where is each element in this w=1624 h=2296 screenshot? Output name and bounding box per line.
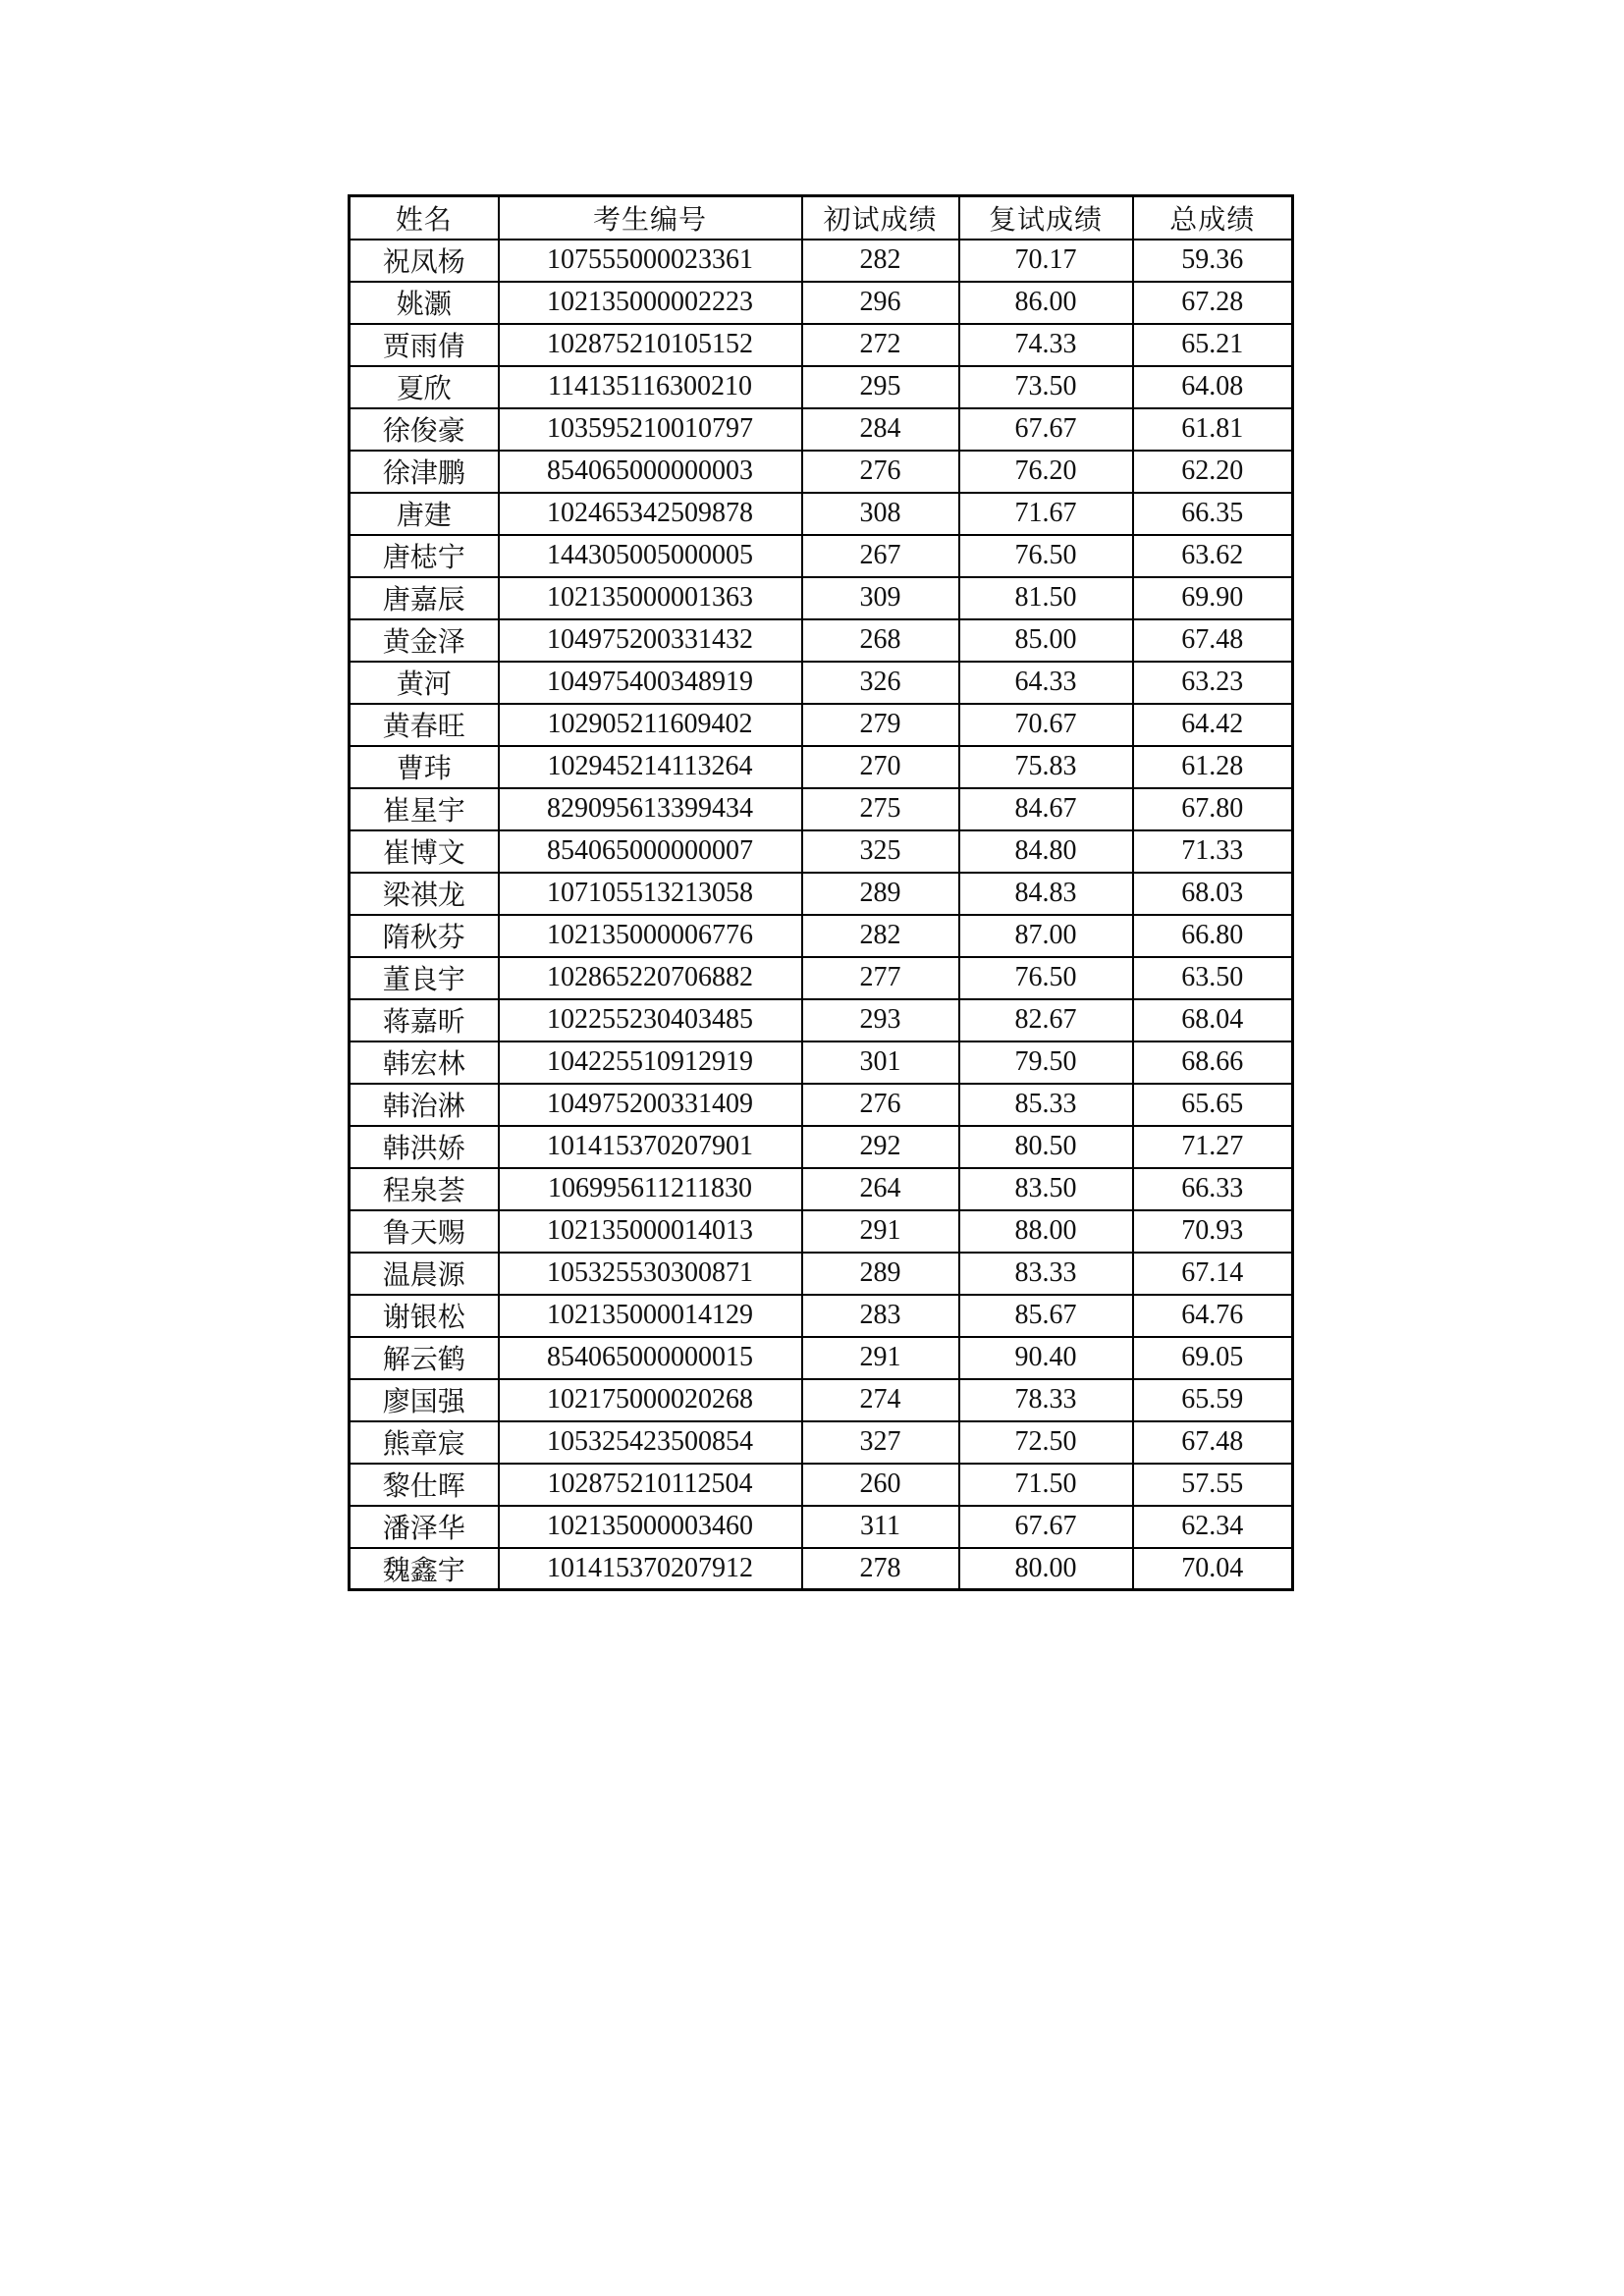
- name-cell: 夏欣: [350, 366, 499, 408]
- total-score-cell: 67.28: [1133, 282, 1293, 324]
- table-row: [350, 1084, 1293, 1126]
- candidate-id-cell: 854065000000007: [499, 830, 802, 873]
- total-score-cell: 62.20: [1133, 451, 1293, 493]
- name-cell: 黎仕晖: [350, 1464, 499, 1506]
- name-cell: 徐津鹏: [350, 451, 499, 493]
- initial-score-cell: 279: [802, 704, 959, 746]
- retest-score-cell: 87.00: [959, 915, 1133, 957]
- name-cell: 隋秋芬: [350, 915, 499, 957]
- candidate-id-cell: 107555000023361: [499, 240, 802, 282]
- candidate-id-cell: 104225510912919: [499, 1041, 802, 1084]
- name-cell: 董良宇: [350, 957, 499, 999]
- initial-score-cell: 327: [802, 1421, 959, 1464]
- candidate-id-cell: 104975400348919: [499, 662, 802, 704]
- retest-score-cell: 76.50: [959, 957, 1133, 999]
- initial-score-cell: 291: [802, 1210, 959, 1253]
- table-row: [350, 619, 1293, 662]
- candidate-id-cell: 104975200331409: [499, 1084, 802, 1126]
- table-row: [350, 915, 1293, 957]
- total-score-cell: 67.14: [1133, 1253, 1293, 1295]
- retest-score-cell: 85.33: [959, 1084, 1133, 1126]
- candidate-id-cell: 854065000000015: [499, 1337, 802, 1379]
- total-score-cell: 66.33: [1133, 1168, 1293, 1210]
- table-row: [350, 873, 1293, 915]
- total-score-cell: 66.35: [1133, 493, 1293, 535]
- initial-score-cell: 291: [802, 1337, 959, 1379]
- retest-score-cell: 73.50: [959, 366, 1133, 408]
- total-score-cell: 71.27: [1133, 1126, 1293, 1168]
- name-cell: 贾雨倩: [350, 324, 499, 366]
- retest-score-cell: 78.33: [959, 1379, 1133, 1421]
- initial-score-cell: 293: [802, 999, 959, 1041]
- total-score-cell: 70.93: [1133, 1210, 1293, 1253]
- total-score-cell: 66.80: [1133, 915, 1293, 957]
- name-cell: 姚灏: [350, 282, 499, 324]
- retest-score-cell: 71.67: [959, 493, 1133, 535]
- table-row: [350, 1337, 1293, 1379]
- column-header-candidate-id: 考生编号: [499, 196, 802, 240]
- retest-score-cell: 81.50: [959, 577, 1133, 619]
- name-cell: 温晨源: [350, 1253, 499, 1295]
- candidate-id-cell: 102135000006776: [499, 915, 802, 957]
- candidate-id-cell: 103595210010797: [499, 408, 802, 451]
- total-score-cell: 63.23: [1133, 662, 1293, 704]
- retest-score-cell: 83.50: [959, 1168, 1133, 1210]
- candidate-id-cell: 102255230403485: [499, 999, 802, 1041]
- table-row: [350, 408, 1293, 451]
- initial-score-cell: 278: [802, 1548, 959, 1590]
- initial-score-cell: 292: [802, 1126, 959, 1168]
- total-score-cell: 67.48: [1133, 1421, 1293, 1464]
- table-row: [350, 1168, 1293, 1210]
- table-row: [350, 1253, 1293, 1295]
- initial-score-cell: 276: [802, 451, 959, 493]
- column-header-initial-score: 初试成绩: [802, 196, 959, 240]
- retest-score-cell: 70.67: [959, 704, 1133, 746]
- retest-score-cell: 75.83: [959, 746, 1133, 788]
- name-cell: 祝凤杨: [350, 240, 499, 282]
- total-score-cell: 61.28: [1133, 746, 1293, 788]
- total-score-cell: 65.65: [1133, 1084, 1293, 1126]
- candidate-id-cell: 102875210112504: [499, 1464, 802, 1506]
- candidate-id-cell: 102865220706882: [499, 957, 802, 999]
- table-row: [350, 324, 1293, 366]
- table-row: [350, 240, 1293, 282]
- name-cell: 梁祺龙: [350, 873, 499, 915]
- table-row: [350, 1548, 1293, 1590]
- total-score-cell: 70.04: [1133, 1548, 1293, 1590]
- candidate-id-cell: 102465342509878: [499, 493, 802, 535]
- table-row: [350, 662, 1293, 704]
- table-row: [350, 282, 1293, 324]
- name-cell: 韩洪娇: [350, 1126, 499, 1168]
- name-cell: 谢银松: [350, 1295, 499, 1337]
- name-cell: 熊章宸: [350, 1421, 499, 1464]
- retest-score-cell: 80.00: [959, 1548, 1133, 1590]
- name-cell: 程泉荟: [350, 1168, 499, 1210]
- retest-score-cell: 82.67: [959, 999, 1133, 1041]
- initial-score-cell: 282: [802, 915, 959, 957]
- total-score-cell: 63.62: [1133, 535, 1293, 577]
- table-row: [350, 1126, 1293, 1168]
- name-cell: 鲁天赐: [350, 1210, 499, 1253]
- retest-score-cell: 70.17: [959, 240, 1133, 282]
- total-score-cell: 64.76: [1133, 1295, 1293, 1337]
- name-cell: 黄河: [350, 662, 499, 704]
- initial-score-cell: 274: [802, 1379, 959, 1421]
- candidate-id-cell: 102875210105152: [499, 324, 802, 366]
- retest-score-cell: 84.83: [959, 873, 1133, 915]
- initial-score-cell: 264: [802, 1168, 959, 1210]
- initial-score-cell: 326: [802, 662, 959, 704]
- name-cell: 黄金泽: [350, 619, 499, 662]
- total-score-cell: 63.50: [1133, 957, 1293, 999]
- initial-score-cell: 295: [802, 366, 959, 408]
- name-cell: 解云鹤: [350, 1337, 499, 1379]
- candidate-id-cell: 829095613399434: [499, 788, 802, 830]
- table-row: [350, 366, 1293, 408]
- initial-score-cell: 284: [802, 408, 959, 451]
- initial-score-cell: 325: [802, 830, 959, 873]
- retest-score-cell: 76.50: [959, 535, 1133, 577]
- table-row: [350, 493, 1293, 535]
- initial-score-cell: 277: [802, 957, 959, 999]
- table-row: [350, 451, 1293, 493]
- column-header-total-score: 总成绩: [1133, 196, 1293, 240]
- retest-score-cell: 64.33: [959, 662, 1133, 704]
- candidate-id-cell: 102135000014129: [499, 1295, 802, 1337]
- table-row: [350, 957, 1293, 999]
- candidate-id-cell: 102945214113264: [499, 746, 802, 788]
- total-score-cell: 62.34: [1133, 1506, 1293, 1548]
- total-score-cell: 65.21: [1133, 324, 1293, 366]
- candidate-id-cell: 144305005000005: [499, 535, 802, 577]
- candidate-id-cell: 104975200331432: [499, 619, 802, 662]
- retest-score-cell: 67.67: [959, 408, 1133, 451]
- name-cell: 崔博文: [350, 830, 499, 873]
- table-header: [350, 196, 1293, 240]
- candidate-id-cell: 854065000000003: [499, 451, 802, 493]
- initial-score-cell: 289: [802, 873, 959, 915]
- score-table: [348, 194, 1294, 1591]
- candidate-id-cell: 101415370207901: [499, 1126, 802, 1168]
- retest-score-cell: 76.20: [959, 451, 1133, 493]
- total-score-cell: 61.81: [1133, 408, 1293, 451]
- total-score-cell: 64.08: [1133, 366, 1293, 408]
- retest-score-cell: 74.33: [959, 324, 1133, 366]
- candidate-id-cell: 106995611211830: [499, 1168, 802, 1210]
- name-cell: 韩宏林: [350, 1041, 499, 1084]
- total-score-cell: 68.66: [1133, 1041, 1293, 1084]
- name-cell: 黄春旺: [350, 704, 499, 746]
- retest-score-cell: 86.00: [959, 282, 1133, 324]
- retest-score-cell: 90.40: [959, 1337, 1133, 1379]
- total-score-cell: 59.36: [1133, 240, 1293, 282]
- candidate-id-cell: 101415370207912: [499, 1548, 802, 1590]
- initial-score-cell: 311: [802, 1506, 959, 1548]
- total-score-cell: 65.59: [1133, 1379, 1293, 1421]
- total-score-cell: 68.04: [1133, 999, 1293, 1041]
- column-header-retest-score: 复试成绩: [959, 196, 1133, 240]
- initial-score-cell: 268: [802, 619, 959, 662]
- name-cell: 潘泽华: [350, 1506, 499, 1548]
- retest-score-cell: 85.00: [959, 619, 1133, 662]
- total-score-cell: 64.42: [1133, 704, 1293, 746]
- total-score-cell: 67.48: [1133, 619, 1293, 662]
- name-cell: 魏鑫宇: [350, 1548, 499, 1590]
- retest-score-cell: 80.50: [959, 1126, 1133, 1168]
- initial-score-cell: 260: [802, 1464, 959, 1506]
- initial-score-cell: 289: [802, 1253, 959, 1295]
- retest-score-cell: 84.80: [959, 830, 1133, 873]
- table-row: [350, 1379, 1293, 1421]
- name-cell: 唐梽宁: [350, 535, 499, 577]
- candidate-id-cell: 102135000014013: [499, 1210, 802, 1253]
- name-cell: 唐嘉辰: [350, 577, 499, 619]
- retest-score-cell: 83.33: [959, 1253, 1133, 1295]
- table-row: [350, 1464, 1293, 1506]
- total-score-cell: 67.80: [1133, 788, 1293, 830]
- table-row: [350, 830, 1293, 873]
- total-score-cell: 57.55: [1133, 1464, 1293, 1506]
- table-row: [350, 1295, 1293, 1337]
- table-row: [350, 1506, 1293, 1548]
- total-score-cell: 71.33: [1133, 830, 1293, 873]
- name-cell: 徐俊豪: [350, 408, 499, 451]
- table-row: [350, 788, 1293, 830]
- retest-score-cell: 84.67: [959, 788, 1133, 830]
- retest-score-cell: 71.50: [959, 1464, 1133, 1506]
- initial-score-cell: 308: [802, 493, 959, 535]
- table-row: [350, 535, 1293, 577]
- candidate-id-cell: 105325530300871: [499, 1253, 802, 1295]
- table-row: [350, 577, 1293, 619]
- initial-score-cell: 309: [802, 577, 959, 619]
- table-row: [350, 704, 1293, 746]
- initial-score-cell: 276: [802, 1084, 959, 1126]
- table-row: [350, 746, 1293, 788]
- retest-score-cell: 88.00: [959, 1210, 1133, 1253]
- candidate-id-cell: 102135000002223: [499, 282, 802, 324]
- initial-score-cell: 272: [802, 324, 959, 366]
- name-cell: 廖国强: [350, 1379, 499, 1421]
- header-row: [350, 196, 1293, 240]
- retest-score-cell: 67.67: [959, 1506, 1133, 1548]
- table-row: [350, 999, 1293, 1041]
- retest-score-cell: 85.67: [959, 1295, 1133, 1337]
- candidate-id-cell: 114135116300210: [499, 366, 802, 408]
- candidate-id-cell: 107105513213058: [499, 873, 802, 915]
- candidate-id-cell: 102135000003460: [499, 1506, 802, 1548]
- name-cell: 崔星宇: [350, 788, 499, 830]
- initial-score-cell: 270: [802, 746, 959, 788]
- name-cell: 曹玮: [350, 746, 499, 788]
- initial-score-cell: 267: [802, 535, 959, 577]
- total-score-cell: 68.03: [1133, 873, 1293, 915]
- initial-score-cell: 301: [802, 1041, 959, 1084]
- retest-score-cell: 79.50: [959, 1041, 1133, 1084]
- total-score-cell: 69.90: [1133, 577, 1293, 619]
- table-row: [350, 1041, 1293, 1084]
- candidate-id-cell: 102175000020268: [499, 1379, 802, 1421]
- table-row: [350, 1421, 1293, 1464]
- candidate-id-cell: 102905211609402: [499, 704, 802, 746]
- name-cell: 韩治淋: [350, 1084, 499, 1126]
- initial-score-cell: 282: [802, 240, 959, 282]
- initial-score-cell: 283: [802, 1295, 959, 1337]
- retest-score-cell: 72.50: [959, 1421, 1133, 1464]
- table-row: [350, 1210, 1293, 1253]
- name-cell: 唐建: [350, 493, 499, 535]
- table-body: [350, 240, 1293, 1590]
- total-score-cell: 69.05: [1133, 1337, 1293, 1379]
- column-header-name: 姓名: [350, 196, 499, 240]
- initial-score-cell: 296: [802, 282, 959, 324]
- candidate-id-cell: 102135000001363: [499, 577, 802, 619]
- name-cell: 蒋嘉昕: [350, 999, 499, 1041]
- initial-score-cell: 275: [802, 788, 959, 830]
- candidate-id-cell: 105325423500854: [499, 1421, 802, 1464]
